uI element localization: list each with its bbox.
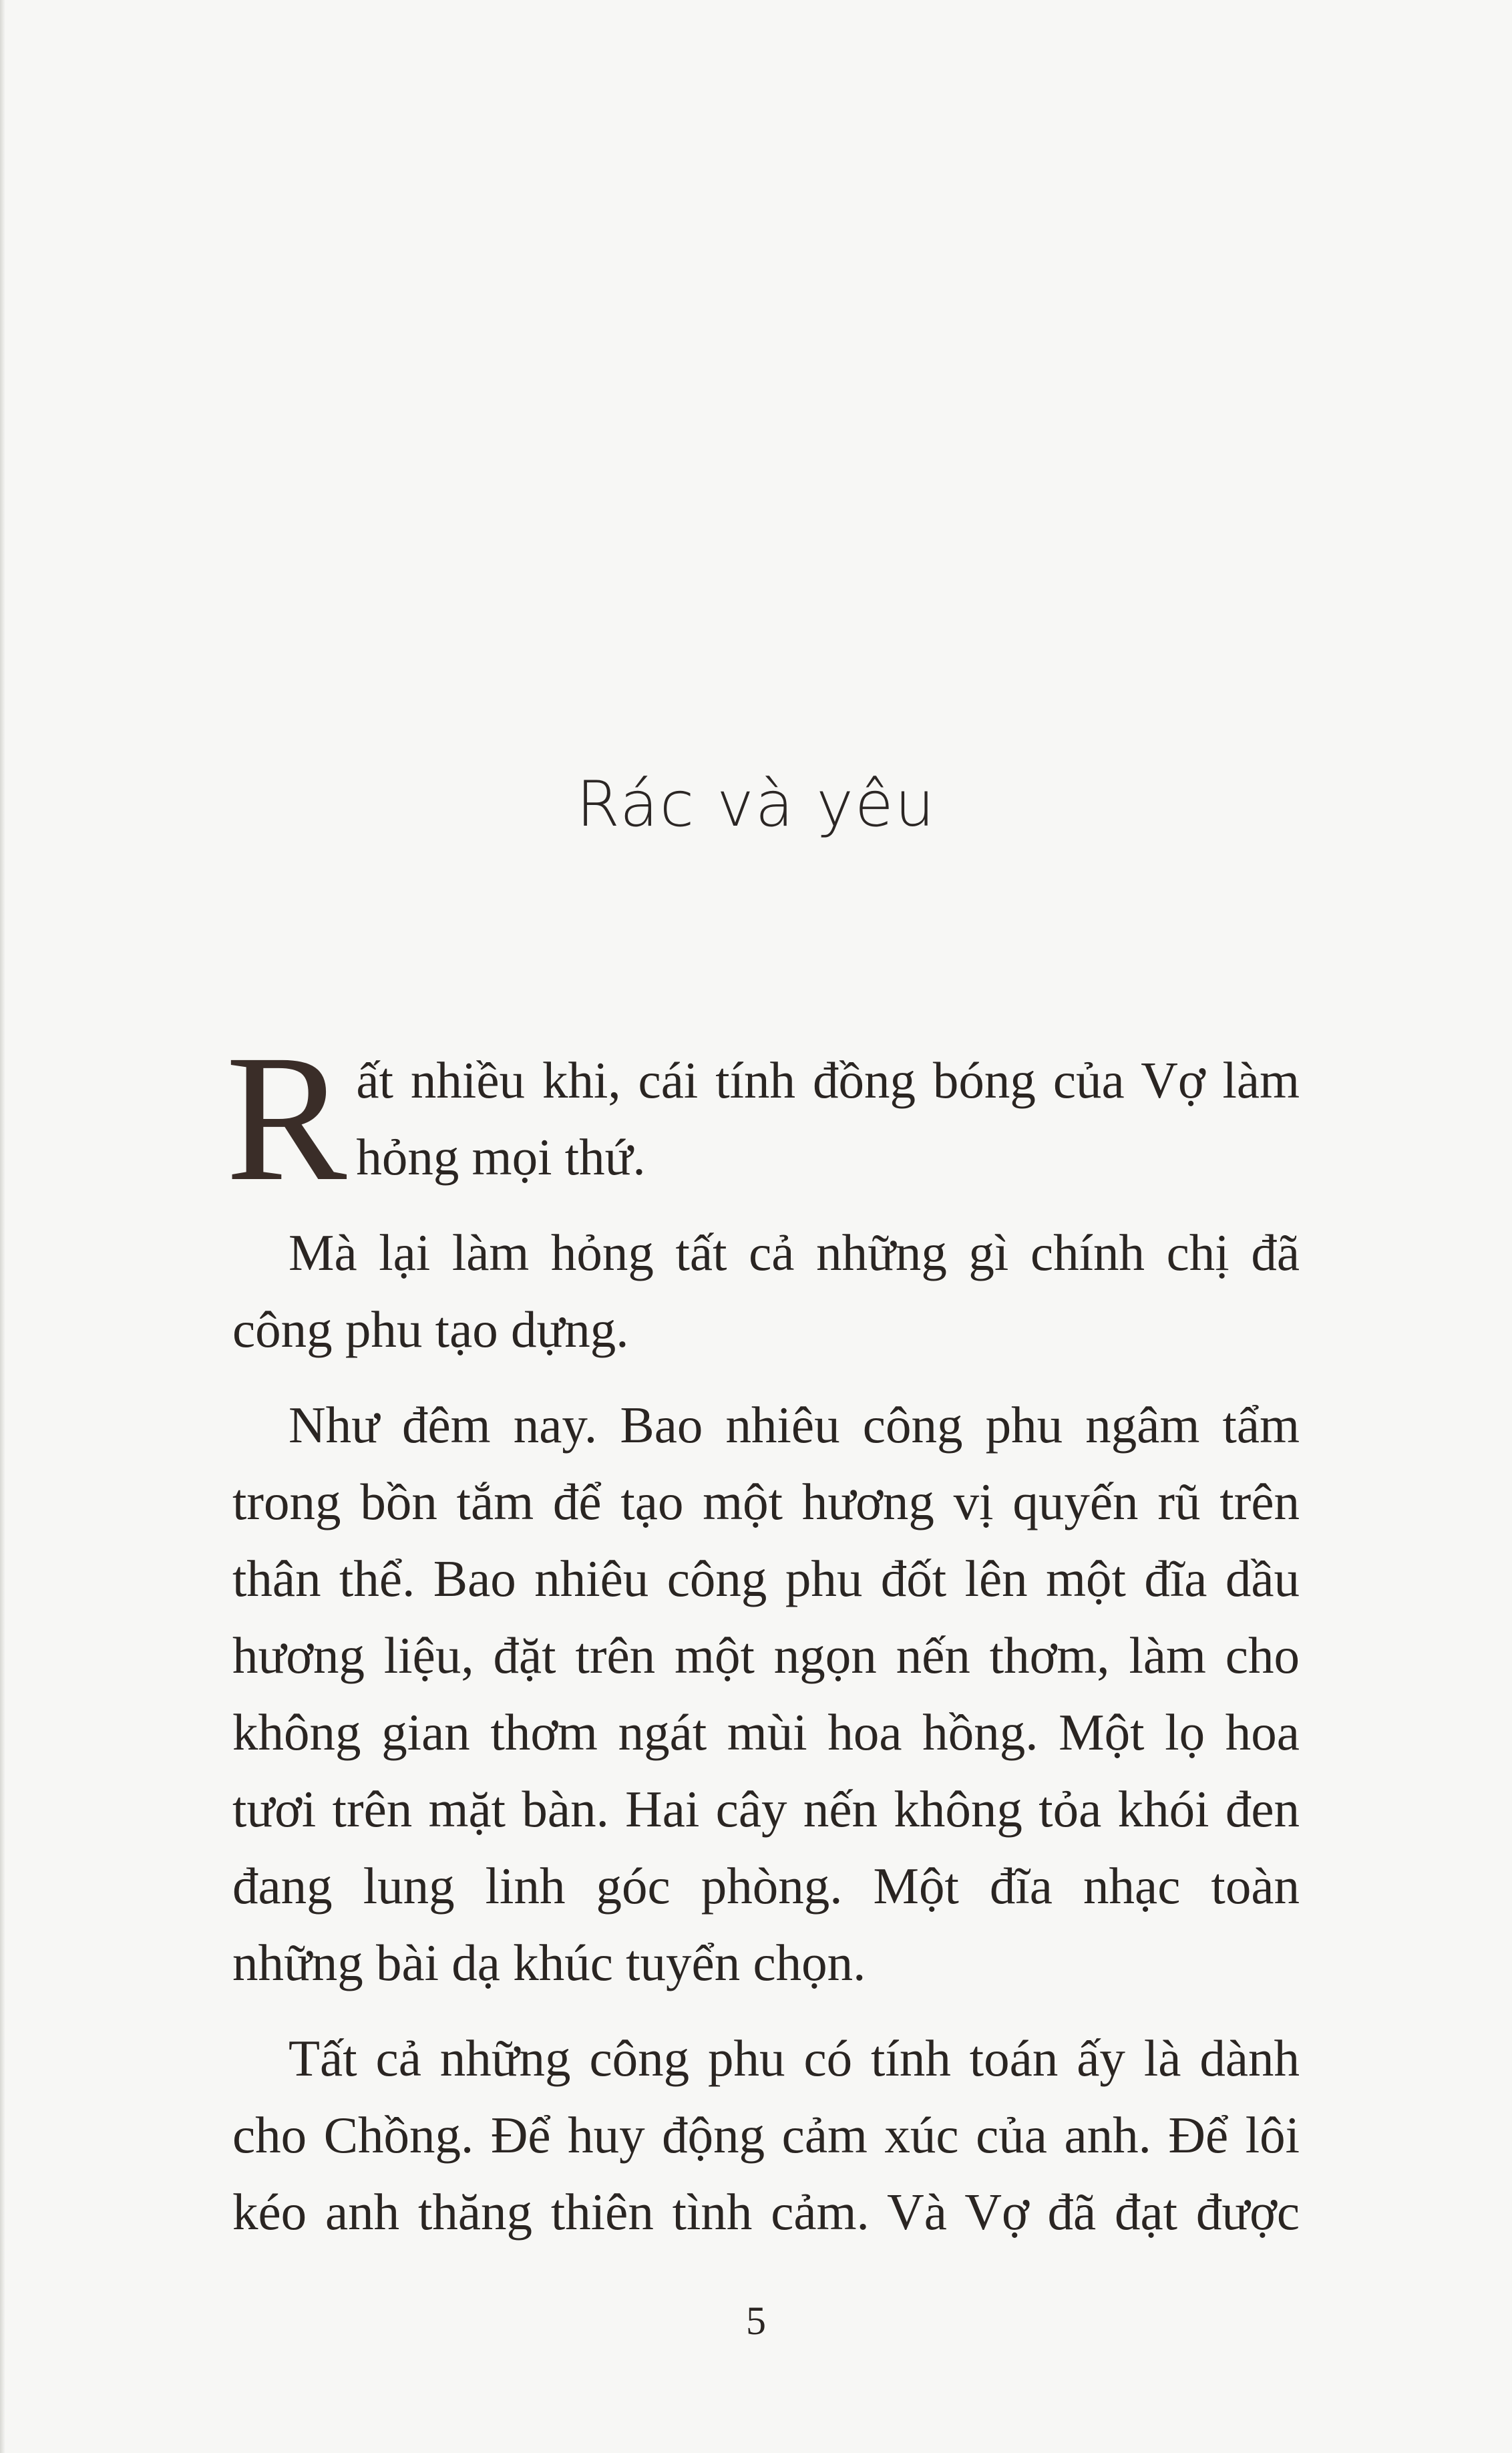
chapter-title: Rác và yêu bbox=[576, 768, 936, 841]
body-text bbox=[226, 1017, 1300, 2269]
page-edge bbox=[0, 0, 5, 2453]
drop-cap: R bbox=[226, 1017, 347, 1218]
paragraph: Như đêm nay. Bao nhiêu công phu ngâm tẩm trong bồn tắm để tạo một hương vị quyến rũ trên thân thể. Bao nhiêu công phu đốt lên một đĩa dầu hương liệu, đặt trên một ngọn nến thơm, làm cho không gian thơm ngát mùi hoa hồng. Một lọ hoa tươi trên mặt bàn. Hai cây nến không tỏa khói đen đang lung linh góc phòng. Một đĩa nhạc toàn những bài dạ khúc tuyển chọn. bbox=[232, 1396, 1300, 1991]
paragraph: Mà lại làm hỏng tất cả những gì chính chị đã công phu tạo dựng. bbox=[232, 1224, 1300, 1358]
first-paragraph bbox=[226, 1017, 1300, 1218]
page-number: 5 bbox=[746, 2299, 766, 2343]
first-paragraph-text: ất nhiều khi, cái tính đồng bóng của Vợ làm hỏng mọi thứ. bbox=[356, 1051, 1300, 1186]
paragraph: Tất cả những công phu có tính toán ấy là dành cho Chồng. Để huy động cảm xúc của anh. Để lôi kéo anh thăng thiên tình cảm. Và Vợ đã đạt được bbox=[232, 2029, 1300, 2241]
